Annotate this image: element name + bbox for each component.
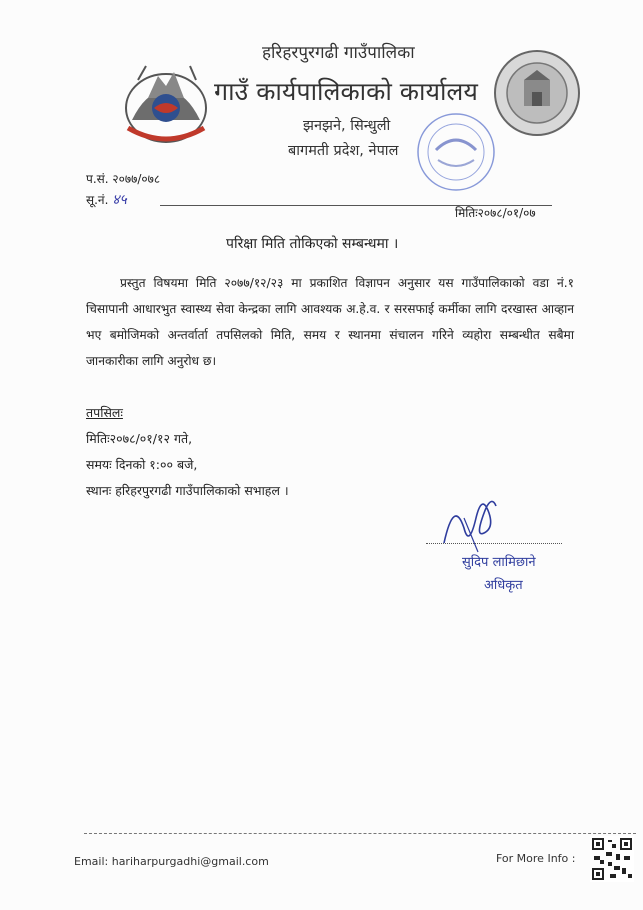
details-venue: स्थानः हरिहरपुरगढी गाउँपालिकाको सभाहल । (86, 483, 289, 498)
signature-icon (434, 488, 514, 558)
footer-more-info: For More Info : (496, 852, 576, 865)
letter-subject: परिक्षा मिति तोकिएको सम्बन्धमा । (226, 236, 399, 252)
letter-body (86, 270, 574, 374)
footer-divider (84, 833, 636, 834)
office-province: बागमती प्रदेश, नेपाल (288, 143, 399, 159)
municipality-logo-icon (492, 48, 582, 138)
dispatch-number-row (86, 190, 127, 209)
office-location: झनझने, सिन्धुली (303, 118, 391, 134)
signatory-name: सुदिप लामिछाने (462, 555, 536, 570)
signature-line (426, 543, 562, 544)
body-paragraph: प्रस्तुत विषयमा मिति २०७७/१२/२३ मा प्रकाशित विज्ञापन अनुसार यस गाउँपालिकाको वडा नं.१ चिसापानी आधारभुत स्वास्थ्य सेवा केन्द्रका लागि आवश्यक अ.हे.व. र सरसफाई कर्मीका लागि दरखास्त आव्हान भए बमोजिमको अन्तर्वार्ता तपसिलको मिति, समय र स्थानमा संचालन गरिने व्यहोरा सम्बन्धीत सबैमा जानकारीका लागि अनुरोध छ। (86, 276, 574, 368)
dispatch-number: ४५ (112, 192, 127, 208)
details-date: मितिः२०७८/०१/१२ गते, (86, 431, 193, 446)
office-stamp-icon (414, 110, 498, 194)
details-title: तपसिलः (86, 405, 123, 420)
municipality-name: हरिहरपुरगढी गाउँपालिका (262, 43, 415, 63)
dispatch-label: सू.नं. (86, 193, 109, 207)
qr-code-icon (590, 836, 634, 882)
signatory-title: अधिकृत (484, 578, 523, 593)
office-name: गाउँ कार्यपालिकाको कार्यालय (214, 77, 478, 106)
nepal-government-emblem-icon (118, 58, 214, 150)
details-time: समयः दिनको १:०० बजे, (86, 457, 198, 472)
letter-date: मितिः२०७८/०१/०७ (455, 206, 536, 220)
fiscal-year: प.सं. २०७७/०७८ (86, 172, 161, 186)
footer-email: Email: hariharpurgadhi@gmail.com (74, 855, 269, 868)
